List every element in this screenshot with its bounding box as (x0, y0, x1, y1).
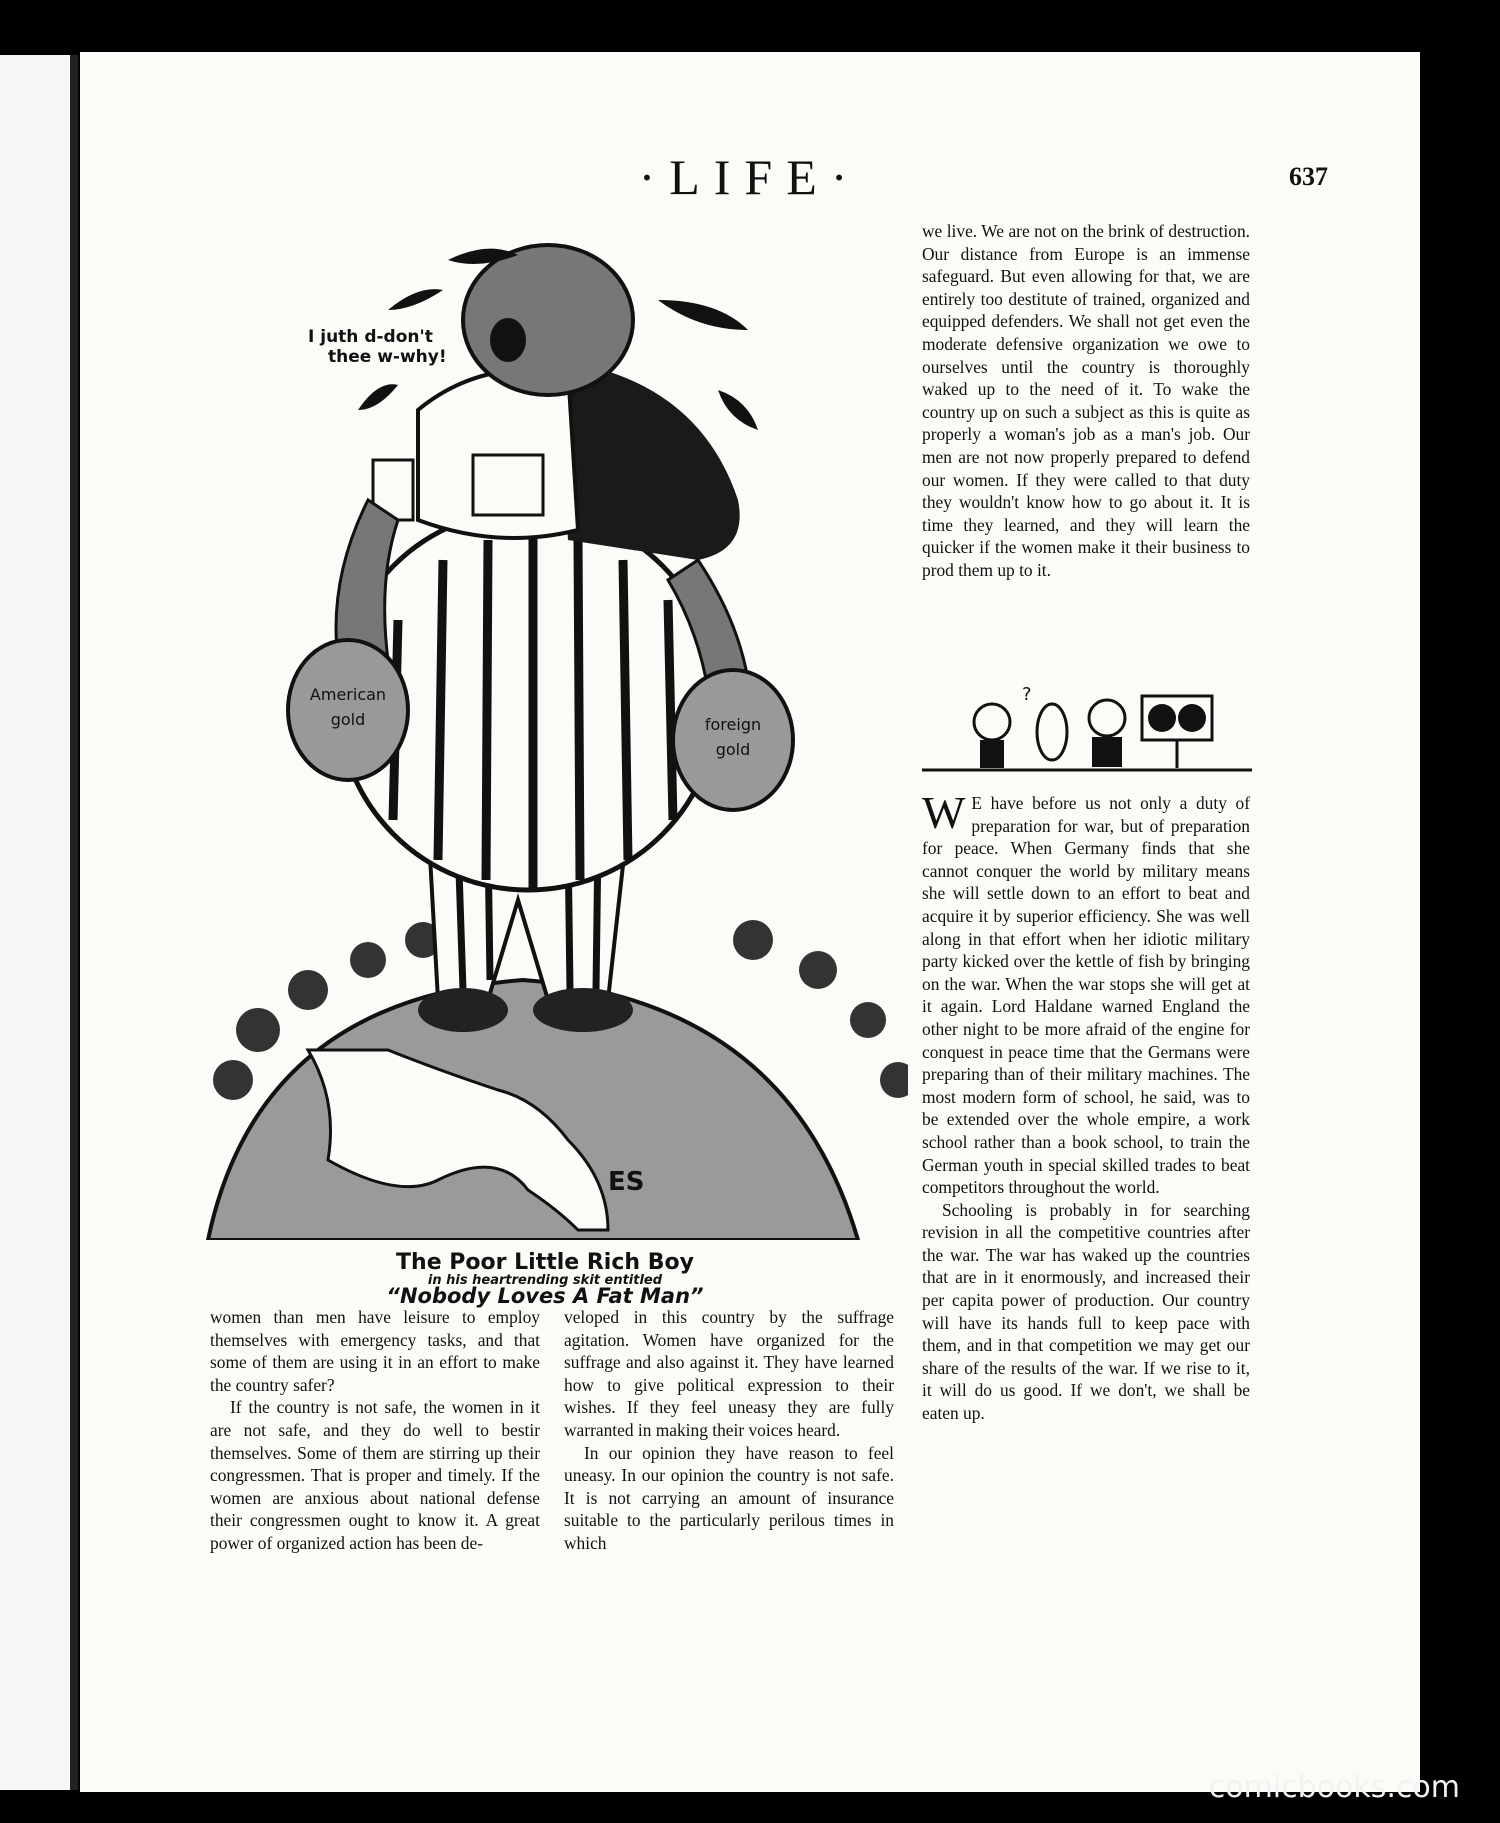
speech-line2: thee w-why! (328, 347, 447, 367)
head (463, 245, 633, 395)
dropcap: W (922, 787, 966, 838)
figure-right-head (1089, 700, 1125, 736)
paragraph: If the country is not safe, the women in it are not safe, and they do well to bestir themselves. Some of them are stirring up their congressmen. That is proper and timely. If the women are anxious about national defense their congressmen ought to know it. A great power of organized action has been de- (210, 1397, 540, 1553)
watermark: comicbooks.com (1208, 1770, 1460, 1805)
paragraph (922, 787, 1250, 1199)
lens (1037, 704, 1067, 760)
paragraph: Schooling is probably in for searching revision in all the competitive countries after the war. The war has waked up the countries that are in it enormously, and increased their per capita power of production. Our country will have its hands full to keep pace with them, and in that competition we may get our share of the results of the war. If we rise to it, it will do us good. If we don't, we shall be eaten up. (922, 1199, 1250, 1424)
rich-boy-cartoon (138, 200, 908, 1240)
paragraph-text: E have before us not only a duty of preparation for war, but of preparation for peace. When Germany finds that she cannot conquer the world by military means she will settle down to an effort to beat and acquire it by superior efficiency. She was well along in that effort when her idiotic military party kicked over the kettle of fish by bringing on the war. When the war stops she will get at it again. Lord Haldane warned England the other night to be more afraid of the engine for conquest in peace time that the Germans were preparing than of their military machines. The most modern form of school, he said, was to be extended over the whole empire, a work school rather than a book school, to train the German youth in special skilled trades to beat competitors throughout the world. (922, 793, 1250, 1198)
figure-right-body (1092, 737, 1122, 767)
binding-shadow (70, 55, 78, 1790)
bag-left-line1: American (309, 685, 387, 704)
magazine-title: ·LIFE· (638, 149, 862, 205)
question-mark: ? (1022, 684, 1032, 705)
caption-subtitle: in his heartrending skit entitled (427, 1273, 663, 1288)
coat (558, 360, 740, 560)
paragraph: In our opinion they have reason to feel uneasy. In our opinion the country is not safe. It is not carrying an amount of insurance suitable to the particularly perilous times in which (564, 1442, 894, 1553)
page-number: 637 (1289, 162, 1328, 191)
caption-title: The Poor Little Rich Boy (396, 1250, 694, 1275)
column-left-bottom (210, 1306, 540, 1555)
bag-right-line1: foreign (704, 715, 762, 734)
column-right-bottom (922, 787, 1250, 1425)
bag-left-line2: gold (330, 710, 366, 729)
crying-mouth (490, 318, 526, 362)
column-middle-bottom (564, 1306, 894, 1555)
paragraph: women than men have leisure to employ themselves with emergency tasks, and that some of them are using it in an effort to make the country safer? (210, 1307, 540, 1395)
figure-left-head (974, 704, 1010, 740)
right-shoe (533, 988, 633, 1032)
artist-signature: ES (608, 1167, 645, 1197)
left-page-edge (0, 55, 78, 1790)
cartoon-caption (380, 1250, 710, 1308)
paragraph: we live. We are not on the brink of destruction. Our distance from Europe is an immense safeguard. But even allowing for that, we are entirely too destitute of trained, organized and equipped defenders. We shall not get even the moderate defensive organization we owe to ourselves until the country is thoroughly waked up to the need of it. To wake the country up on such a subject as this is quite as properly a woman's job as a man's job. Our men are not now properly prepared to defend our women. If they were called to that duty they wouldn't know how to go about it. It is time they learned, and they will learn the quicker if the women make it their business to prod them up to it. (922, 221, 1250, 580)
page-637 (80, 52, 1420, 1792)
bag-right-line2: gold (715, 740, 751, 759)
column-right-top (922, 220, 1250, 582)
left-shoe (418, 988, 508, 1032)
figure-left-body (980, 740, 1004, 768)
caption-skit-title: “Nobody Loves A Fat Man” (386, 1284, 704, 1308)
small-cartoon-vignette (922, 682, 1252, 782)
paragraph: veloped in this country by the suffrage agitation. Women have organized for the suffrage and also against it. They have learned how to give political expression to their wishes. If they feel uneasy they are fully warranted in making their voices heard. (564, 1307, 894, 1440)
pound-note-right (473, 455, 543, 515)
speech-line1: I juth d-don't (308, 327, 433, 347)
